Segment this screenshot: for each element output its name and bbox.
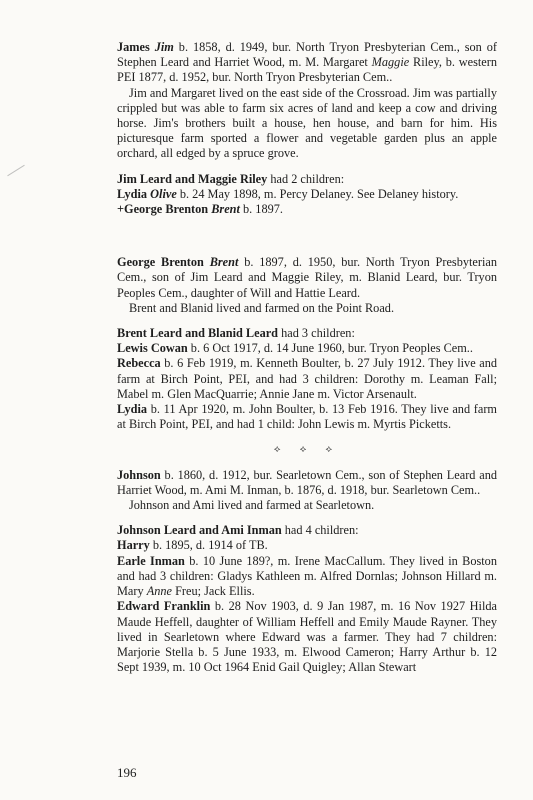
johnson-children-count: had 4 children: (281, 523, 359, 538)
child-details-tail: Freu; Jack Ellis. (172, 584, 255, 599)
child-name: Lydia (117, 402, 148, 417)
scan-mark (7, 165, 24, 176)
child-earle-inman (117, 554, 497, 600)
child-details: b. 1897. (239, 202, 283, 217)
child-details: b. 6 Feb 1919, m. Kenneth Boulter, b. 27 July 1912. They live and farm at Birch Point, PEI, and had 3 children: Dorothy m. Leaman Fall; Mabel m. Glen MacQuarrie; Annie Jane m. Victor Arsenault. (117, 356, 497, 401)
james-narrative: Jim and Margaret lived on the east side of the Crossroad. Jim was partially crippled but was able to farm six acres of land and keep a cow and driving horse. Jim's brothers built a house, hen house, and barn for him. His picturesque farm sported a flower and vegetable garden plus an apple orchard, all edged by a spruce grove. (117, 85, 497, 161)
brent-children-count: had 3 children: (278, 326, 355, 341)
brent-narrative: Brent and Blanid lived and farmed on the Point Road. (129, 300, 395, 315)
child-lewis-cowan (117, 341, 497, 356)
johnson-narrative: Johnson and Ami lived and farmed at Searletown. (129, 498, 375, 513)
brent-children-heading-names: Brent Leard and Blanid Leard (117, 326, 279, 341)
james-entry (117, 40, 497, 86)
jim-children-heading-names: Jim Leard and Maggie Riley (117, 171, 268, 186)
child-name: Edward Franklin (117, 599, 211, 614)
child-name: Harry (117, 538, 150, 553)
child-lydia-olive (117, 187, 497, 202)
child-details: b. 1895, d. 1914 of TB. (149, 538, 268, 553)
child-edward-franklin (117, 599, 497, 675)
james-nickname: Jim (154, 40, 174, 54)
spouse-nickname: Maggie (371, 55, 410, 70)
child-name: Rebecca (117, 356, 161, 371)
james-details: b. 1858, d. 1949, bur. North Tryon Presbyterian Cem., son of Stephen Leard and Harriet Wood, m. M. Margaret (117, 40, 497, 70)
child-nickname: Olive (150, 186, 177, 201)
johnson-children-heading-names: Johnson Leard and Ami Inman (117, 523, 282, 538)
section-ornament: ⟡ ⟡ ⟡ (273, 444, 341, 456)
child-name: Lydia (117, 186, 151, 201)
brent-entry (117, 255, 497, 301)
jim-children-count: had 2 children: (267, 171, 345, 186)
james-details-tail: Riley, b. western PEI 1877, d. 1952, bur. North Tryon Presbyterian Cem.. (117, 55, 497, 85)
johnson-children-heading (117, 523, 497, 538)
child-lydia (117, 402, 497, 432)
johnson-details: b. 1860, d. 1912, bur. Searletown Cem., son of Stephen Leard and Harriet Wood, m. Ami M. Inman, b. 1876, d. 1918, bur. Searletown Cem.. (117, 467, 497, 497)
brent-name: George Brenton (117, 255, 210, 270)
child-details: b. 24 May 1898, m. Percy Delaney. See Delaney history. (176, 186, 459, 201)
child-name: Earle Inman (117, 553, 185, 568)
johnson-name: Johnson (117, 467, 161, 482)
child-details: b. 6 Oct 1917, d. 14 June 1960, bur. Tryon Peoples Cem.. (187, 341, 473, 356)
jim-children-heading (117, 172, 497, 187)
child-nickname: Brent (211, 202, 240, 217)
text-column (117, 40, 497, 675)
child-name: Lewis Cowan (117, 341, 188, 356)
child-rebecca (117, 356, 497, 402)
brent-children-heading (117, 326, 497, 341)
james-name: James (117, 40, 150, 54)
child-details: b. 28 Nov 1903, d. 9 Jan 1987, m. 16 Nov 1927 Hilda Maude Heffell, daughter of William Heffell and Emily Maude Rayner. They lived in Searletown where Edward was a farmer. They had 7 children: Marjorie Stella b. 5 June 1933, m. Elwood Cameron; Harry Arthur b. 12 Sept 1939, m. 10 Oct 1964 Enid Gail Quigley; Allan Stewart (117, 599, 497, 675)
page-number: 196 (117, 765, 137, 780)
child-harry (117, 538, 497, 553)
brent-nickname: Brent (209, 255, 239, 270)
child-details: b. 11 Apr 1920, m. John Boulter, b. 13 Feb 1916. They live and farm at Birch Point, PEI, and had 1 child: John Lewis m. Myrtis Picketts. (117, 402, 497, 432)
child-nickname: Anne (146, 584, 172, 599)
child-details: b. 10 June 189?, m. Irene MacCallum. They lived in Boston and had 3 children: Gladys Kathleen m. Alfred Dornlas; Johnson Hillard m. Mary (117, 553, 497, 599)
child-name: +George Brenton (117, 202, 212, 217)
brent-details: b. 1897, d. 1950, bur. North Tryon Presbyterian Cem., son of Jim Leard and Maggie Riley, m. Blanid Leard, bur. Tryon Peoples Cem., daughter of Will and Hattie Leard. (117, 255, 498, 300)
johnson-entry (117, 468, 497, 498)
child-george-brenton (117, 202, 497, 217)
